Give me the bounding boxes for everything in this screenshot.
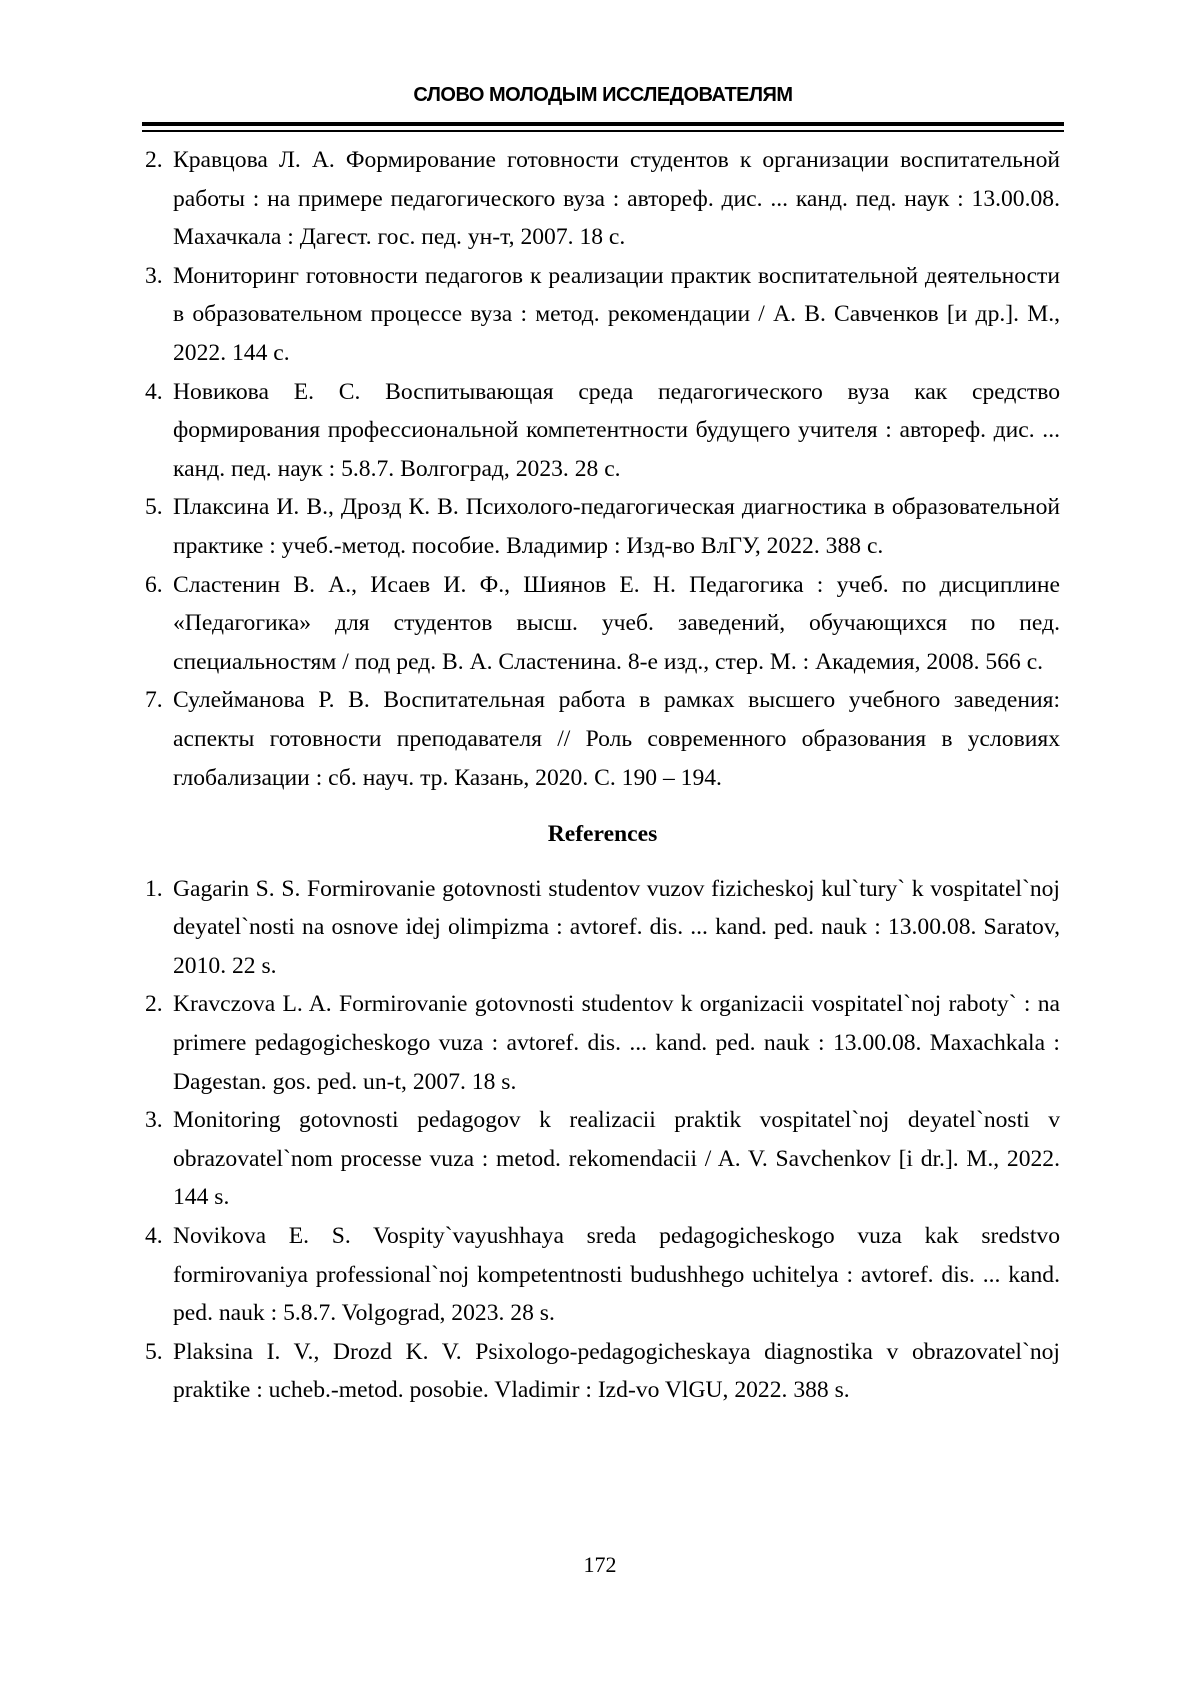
reference-item xyxy=(145,373,1060,489)
reference-item xyxy=(145,1101,1060,1217)
reference-item xyxy=(145,566,1060,682)
reference-text: Сластенин В. А., Исаев И. Ф., Шиянов Е. Н. Педагогика : учеб. по дисциплине «Педагогика» для студентов высш. учеб. заведений, обучающихся по пед. специальностям / под ред. В. А. Сластенина. 8-е изд., стер. М. : Академия, 2008. 566 с. xyxy=(173,571,1060,675)
reference-item xyxy=(145,488,1060,565)
reference-item xyxy=(145,257,1060,373)
running-header: СЛОВО МОЛОДЫМ ИССЛЕДОВАТЕЛЯМ xyxy=(413,84,793,106)
reference-text: Monitoring gotovnosti pedagogov k realizacii praktik vospitatel`noj deyatel`nosti v obrazovatel`nom processe vuza : metod. rekomendacii / A. V. Savchenkov [i dr.]. M., 2022. 144 s. xyxy=(173,1107,1060,1211)
reference-text: Kravczova L. A. Formirovanie gotovnosti studentov k organizacii vospitatel`noj raboty` : na primere pedagogicheskogo vuza : avtoref. dis. ... kand. ped. nauk : 13.00.08. Maxachkala : Dagestan. gos. ped. un-t, 2007. 18 s. xyxy=(173,991,1060,1095)
reference-item xyxy=(145,870,1060,986)
reference-text: Кравцова Л. А. Формирование готовности студентов к организации воспитательной работы : на примере педагогического вуза : автореф. дис. ... канд. пед. наук : 13.00.08. Махачкала : Дагест. гос. пед. ун-т, 2007. 18 с. xyxy=(173,147,1060,251)
russian-reference-list xyxy=(145,141,1060,797)
reference-number: 7. xyxy=(145,687,163,714)
reference-item xyxy=(145,1217,1060,1333)
page-content xyxy=(145,141,1060,1410)
reference-number: 4. xyxy=(145,1223,163,1250)
page-number: 172 xyxy=(583,1552,617,1577)
reference-text: Сулейманова Р. В. Воспитательная работа в рамках высшего учебного заведения: аспекты готовности преподавателя // Роль современного образования в условиях глобализации : сб. науч. тр. Казань, 2020. С. 190 – 194. xyxy=(173,687,1060,791)
reference-number: 4. xyxy=(145,378,163,405)
reference-number: 5. xyxy=(145,1338,163,1365)
reference-text: Gagarin S. S. Formirovanie gotovnosti studentov vuzov fizicheskoj kul`tury` k vospitatel`noj deyatel`nosti na osnove idej olimpizma : avtoref. dis. ... kand. ped. nauk : 13.00.08. Saratov, 2010. 22 s. xyxy=(173,875,1060,979)
reference-item xyxy=(145,141,1060,257)
reference-text: Novikova E. S. Vospity`vayushhaya sreda pedagogicheskogo vuza kak sredstvo formirovaniya professional`noj kompetentnosti budushhego uchitelya : avtoref. dis. ... kand. ped. nauk : 5.8.7. Volgograd, 2023. 28 s. xyxy=(173,1223,1060,1327)
reference-number: 3. xyxy=(145,1107,163,1134)
reference-item xyxy=(145,1333,1060,1410)
reference-number: 1. xyxy=(145,875,163,902)
reference-text: Плаксина И. В., Дрозд К. В. Психолого-педагогическая диагностика в образовательной практике : учеб.-метод. пособие. Владимир : Изд-во ВлГУ, 2022. 388 с. xyxy=(173,494,1060,559)
reference-item xyxy=(145,681,1060,797)
header-rule-thin xyxy=(142,130,1064,132)
english-reference-list xyxy=(145,870,1060,1410)
reference-item xyxy=(145,985,1060,1101)
header-rule-thick xyxy=(142,122,1064,126)
references-heading: References xyxy=(547,821,658,848)
reference-number: 3. xyxy=(145,262,163,289)
reference-number: 2. xyxy=(145,991,163,1018)
reference-text: Plaksina I. V., Drozd K. V. Psixologo-pedagogicheskaya diagnostika v obrazovatel`noj praktike : ucheb.-metod. posobie. Vladimir : Izd-vo VlGU, 2022. 388 s. xyxy=(173,1338,1060,1404)
reference-number: 6. xyxy=(145,571,163,598)
reference-number: 2. xyxy=(145,147,163,173)
reference-text: Новикова Е. С. Воспитывающая среда педагогического вуза как средство формирования профессиональной компетентности будущего учителя : автореф. дис. ... канд. пед. наук : 5.8.7. Волгоград, 2023. 28 с. xyxy=(173,378,1060,482)
reference-text: Мониторинг готовности педагогов к реализации практик воспитательной деятельности в образовательном процессе вуза : метод. рекомендации / А. В. Савченков [и др.]. М., 2022. 144 с. xyxy=(173,262,1060,366)
reference-number: 5. xyxy=(145,494,163,521)
